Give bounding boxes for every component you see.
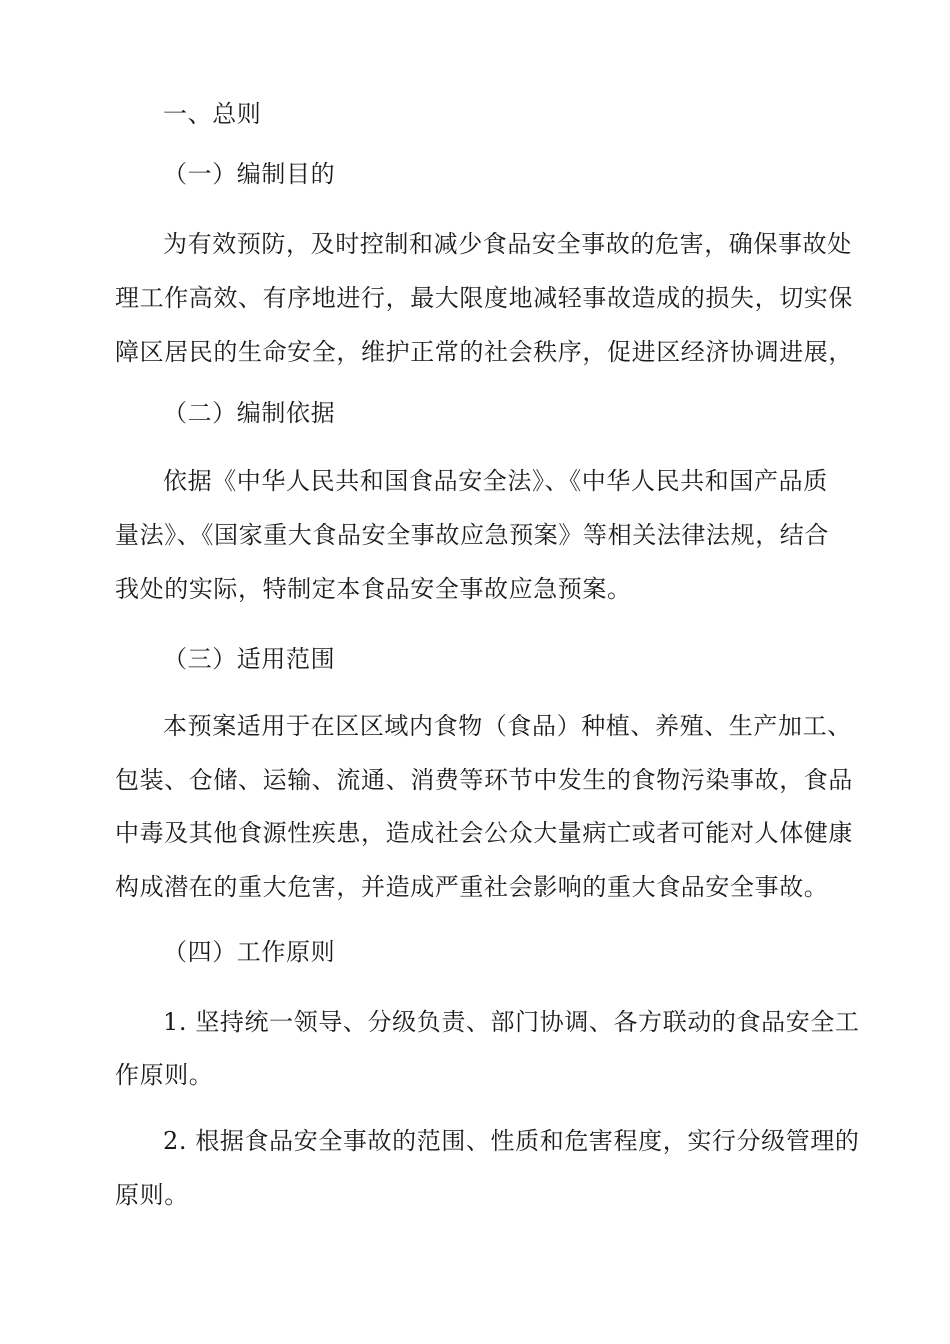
paragraph-line: 包装、仓储、运输、流通、消费等环节中发生的食物污染事故，食品	[115, 766, 853, 794]
paragraph-line: 障区居民的生命安全，维护正常的社会秩序，促进区经济协调进展，	[115, 338, 853, 366]
section-title-basis: （二）编制依据	[163, 399, 336, 427]
paragraph-line: 为有效预防，及时控制和减少食品安全事故的危害，确保事故处	[163, 230, 852, 258]
paragraph-line: 中毒及其他食源性疾患，造成社会公众大量病亡或者可能对人体健康	[115, 819, 853, 847]
section-title-principles: （四）工作原则	[163, 938, 336, 966]
list-item-line: 2. 根据食品安全事故的范围、性质和危害程度，实行分级管理的	[163, 1127, 860, 1155]
list-item-line: 1. 坚持统一领导、分级负责、部门协调、各方联动的食品安全工	[163, 1008, 860, 1036]
list-item-line: 原则。	[115, 1181, 189, 1209]
heading-general-principles: 一、总则	[163, 100, 262, 128]
paragraph-line: 构成潜在的重大危害，并造成严重社会影响的重大食品安全事故。	[115, 873, 829, 901]
paragraph-line: 依据《中华人民共和国食品安全法》、《中华人民共和国产品质	[163, 467, 828, 495]
list-item-line: 作原则。	[115, 1061, 214, 1089]
paragraph-line: 量法》、《国家重大食品安全事故应急预案》等相关法律法规，结合	[115, 521, 829, 549]
section-title-scope: （三）适用范围	[163, 645, 336, 673]
paragraph-line: 我处的实际，特制定本食品安全事故应急预案。	[115, 575, 632, 603]
paragraph-line: 理工作高效、有序地进行，最大限度地减轻事故造成的损失，切实保	[115, 284, 853, 312]
paragraph-line: 本预案适用于在区区域内食物（食品）种植、养殖、生产加工、	[163, 712, 852, 740]
section-title-purpose: （一）编制目的	[163, 160, 336, 188]
